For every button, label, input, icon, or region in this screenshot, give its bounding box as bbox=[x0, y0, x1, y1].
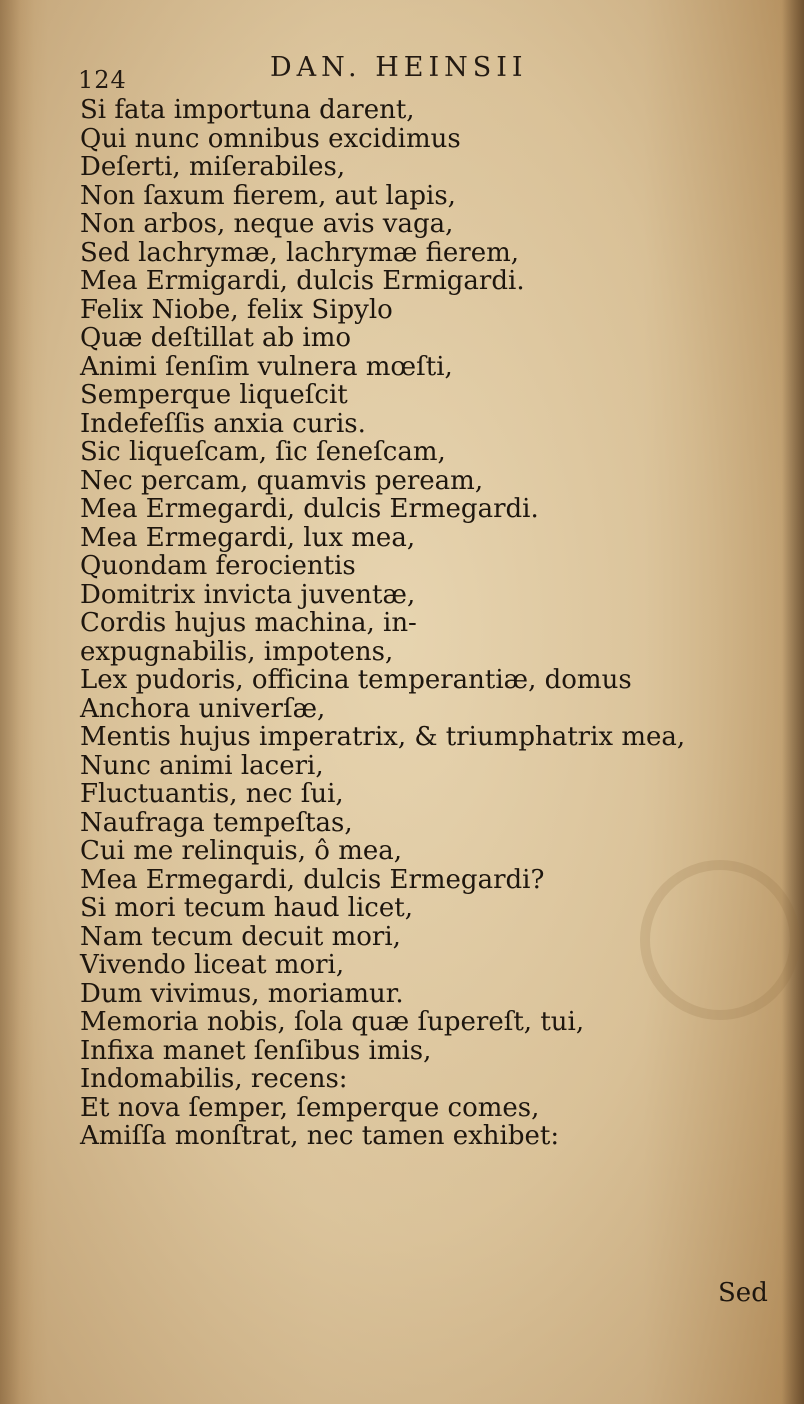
text-line: Cui me relinquis, ô mea, bbox=[80, 836, 403, 866]
text-line: Qui nunc omnibus excidimus bbox=[80, 123, 461, 154]
text-line: Indefeſſis anxia curis. bbox=[80, 408, 366, 439]
text-line: Fluctuantis, nec ſui, bbox=[80, 779, 344, 809]
text-line: Mea Ermigardi, dulcis Ermigardi. bbox=[80, 266, 525, 296]
text-line: Animi ſenſim vulnera mœſti, bbox=[80, 351, 453, 382]
text-line: Naufraga tempeſtas, bbox=[80, 807, 353, 838]
text-line: Vivendo liceat mori, bbox=[80, 950, 345, 980]
text-line: Memoria nobis, ſola quæ ſupereſt, tui, bbox=[80, 1007, 585, 1037]
text-line: Anchora univerſæ, bbox=[80, 693, 326, 724]
text-line: Dum vivimus, moriamur. bbox=[80, 978, 404, 1009]
text-line: Infixa manet ſenſibus imis, bbox=[80, 1035, 432, 1066]
text-line: Deſerti, miſerabiles, bbox=[80, 152, 346, 182]
text-line: Sed lachrymæ, lachrymæ fierem, bbox=[80, 237, 520, 268]
text-line: Cordis hujus machina, in- bbox=[80, 608, 417, 638]
text-line: Si mori tecum haud licet, bbox=[80, 893, 413, 923]
text-line: Mea Ermegardi, lux mea, bbox=[80, 522, 416, 553]
text-line: expugnabilis, impotens, bbox=[80, 636, 394, 667]
page-number: 124 bbox=[78, 66, 127, 94]
text-line: Semperque liqueſcit bbox=[80, 380, 348, 410]
text-line: Quæ deſtillat ab imo bbox=[80, 323, 352, 353]
text-line: Amiſſa monſtrat, nec tamen exhibet: bbox=[80, 1121, 560, 1151]
text-line: Non ſaxum fierem, aut lapis, bbox=[80, 180, 456, 211]
text-line: Et nova ſemper, ſemperque comes, bbox=[80, 1092, 540, 1123]
text-line: Nunc animi laceri, bbox=[80, 750, 324, 781]
page-header bbox=[78, 50, 638, 94]
text-line: Indomabilis, recens: bbox=[80, 1064, 348, 1094]
text-line: Mea Ermegardi, dulcis Ermegardi. bbox=[80, 494, 539, 524]
text-line: Felix Niobe, felix Sipylo bbox=[80, 294, 393, 325]
text-line: Mentis hujus imperatrix, & triumphatrix mea, bbox=[80, 722, 686, 752]
text-line: Quondam ferocientis bbox=[80, 551, 356, 581]
text-line: Si fata importuna darent, bbox=[80, 95, 415, 125]
text-line: Nec percam, quamvis peream, bbox=[80, 465, 484, 496]
text-line: Mea Ermegardi, dulcis Ermegardi? bbox=[80, 864, 545, 895]
catchword: Sed bbox=[718, 1278, 768, 1308]
text-line: Lex pudoris, officina temperantiæ, domus bbox=[80, 665, 632, 695]
text-line: Sic liqueſcam, ſic ſeneſcam, bbox=[80, 437, 446, 467]
text-line: Domitrix invicta juventæ, bbox=[80, 579, 416, 610]
poem-text bbox=[80, 96, 740, 1151]
page-edge-shadow bbox=[782, 0, 804, 1404]
text-line: Nam tecum decuit mori, bbox=[80, 921, 401, 952]
page-gutter-shadow bbox=[0, 0, 34, 1404]
text-line: Non arbos, neque avis vaga, bbox=[80, 209, 454, 239]
running-head: DAN. HEINSII bbox=[270, 52, 528, 83]
